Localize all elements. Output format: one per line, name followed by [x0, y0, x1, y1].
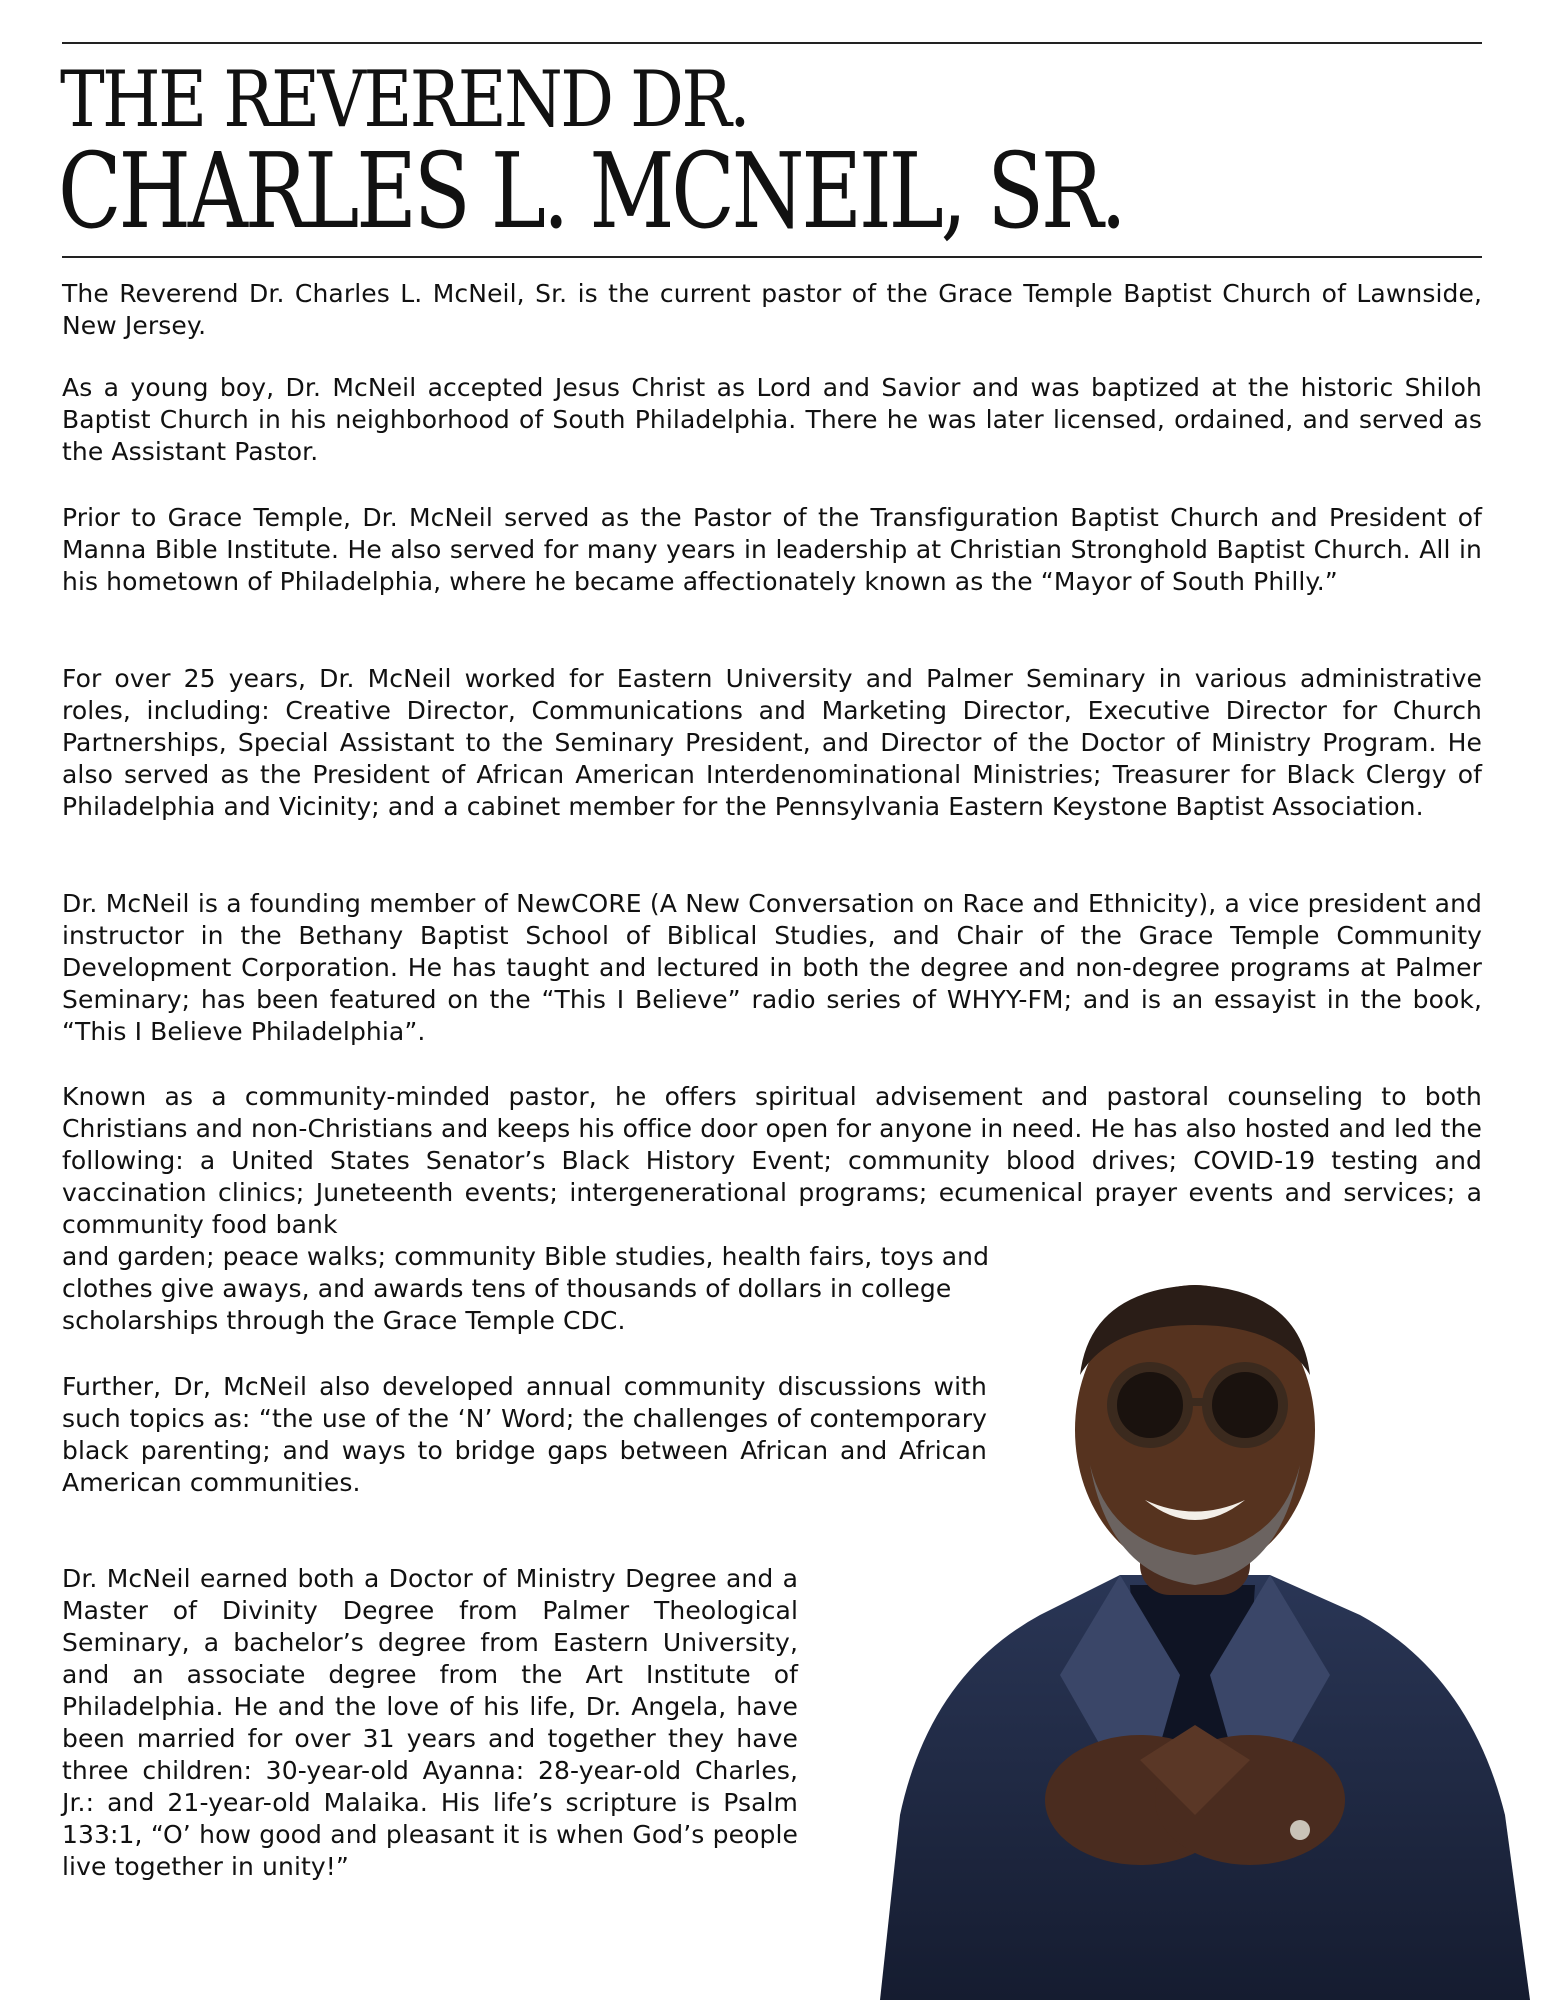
paragraph-community-wrapped: and garden; peace walks; community Bible studies, health fairs, toys and clothes give aways, and awards tens of thousands of dollars in college scholarships through the Grace Temple CDC.	[62, 1242, 990, 1335]
glasses-bridge	[1185, 1398, 1210, 1406]
paragraph-prior-ministry: Prior to Grace Temple, Dr. McNeil served as the Pastor of the Transfiguration Baptist Church and President of Manna Bible Institute. He also served for many years in leadership at Christian Stronghold Baptist Church. All in his hometown of Philadelphia, where he became affectionately known as the “Mayor of South Philly.”	[62, 503, 1482, 596]
paragraph-current-pastor: The Reverend Dr. Charles L. McNeil, Sr. is the current pastor of the Grace Temple Baptist Church of Lawnside, New Jersey.	[62, 279, 1482, 340]
page-title-line1: THE REVEREND DR.	[60, 55, 749, 145]
paragraph-memberships: Dr. McNeil is a founding member of NewCORE (A New Conversation on Race and Ethnicity), a vice president and instructor in the Bethany Baptist School of Biblical Studies, and Chair of the Grace Temple Community Development Corporation. He has taught and lectured in both the degree and non-degree programs at Palmer Seminary; has been featured on the “This I Believe” radio series of WHYY-FM; and is an essayist in the book, “This I Believe Philadelphia”.	[62, 889, 1482, 1046]
pastor-portrait-photo	[840, 1255, 1545, 2000]
left-lens	[1112, 1367, 1188, 1443]
title-underline-rule	[62, 256, 1482, 258]
paragraph-career: For over 25 years, Dr. McNeil worked for Eastern University and Palmer Seminary in various administrative roles, including: Creative Director, Communications and Marketing Director, Executive Director for Church Partnerships, Special Assistant to the Seminary President, and Director of the Doctor of Ministry Program. He also served as the President of African American Interdenominational Ministries; Treasurer for Black Clergy of Philadelphia and Vicinity; and a cabinet member for the Pennsylvania Eastern Keystone Baptist Association.	[62, 664, 1482, 821]
paragraph-community-full-width: Known as a community-minded pastor, he offers spiritual advisement and pastoral counseling to both Christians and non-Christians and keeps his office door open for anyone in need. He has also hosted and led the following: a United States Senator’s Black History Event; community blood drives; COVID-19 testing and vaccination clinics; Juneteenth events; intergenerational programs; ecumenical prayer events and services; a community food bank	[62, 1082, 1482, 1239]
right-lens	[1207, 1367, 1283, 1443]
paragraph-discussions: Further, Dr, McNeil also developed annual community discussions with such topics as: “the use of the ‘N’ Word; the challenges of contemporary black parenting; and ways to bridge gaps between African and African American communities.	[62, 1372, 987, 1497]
top-rule	[62, 42, 1482, 44]
paragraph-education-family: Dr. McNeil earned both a Doctor of Ministry Degree and a Master of Divinity Degree from Palmer Theological Seminary, a bachelor’s degree from Eastern University, and an associate degree from the Art Institute of Philadelphia. He and the love of his life, Dr. Angela, have been married for over 31 years and together they have three children: 30-year-old Ayanna: 28-year-old Charles, Jr.: and 21-year-old Malaika. His life’s scripture is Psalm 133:1, “O’ how good and pleasant it is when God’s people live together in unity!”	[62, 1564, 798, 1881]
paragraph-early-life: As a young boy, Dr. McNeil accepted Jesus Christ as Lord and Savior and was baptized at the historic Shiloh Baptist Church in his neighborhood of South Philadelphia. There he was later licensed, ordained, and served as the Assistant Pastor.	[62, 373, 1482, 466]
page-title-line2: CHARLES L. MCNEIL, SR.	[58, 130, 1124, 252]
ring	[1290, 1820, 1310, 1840]
